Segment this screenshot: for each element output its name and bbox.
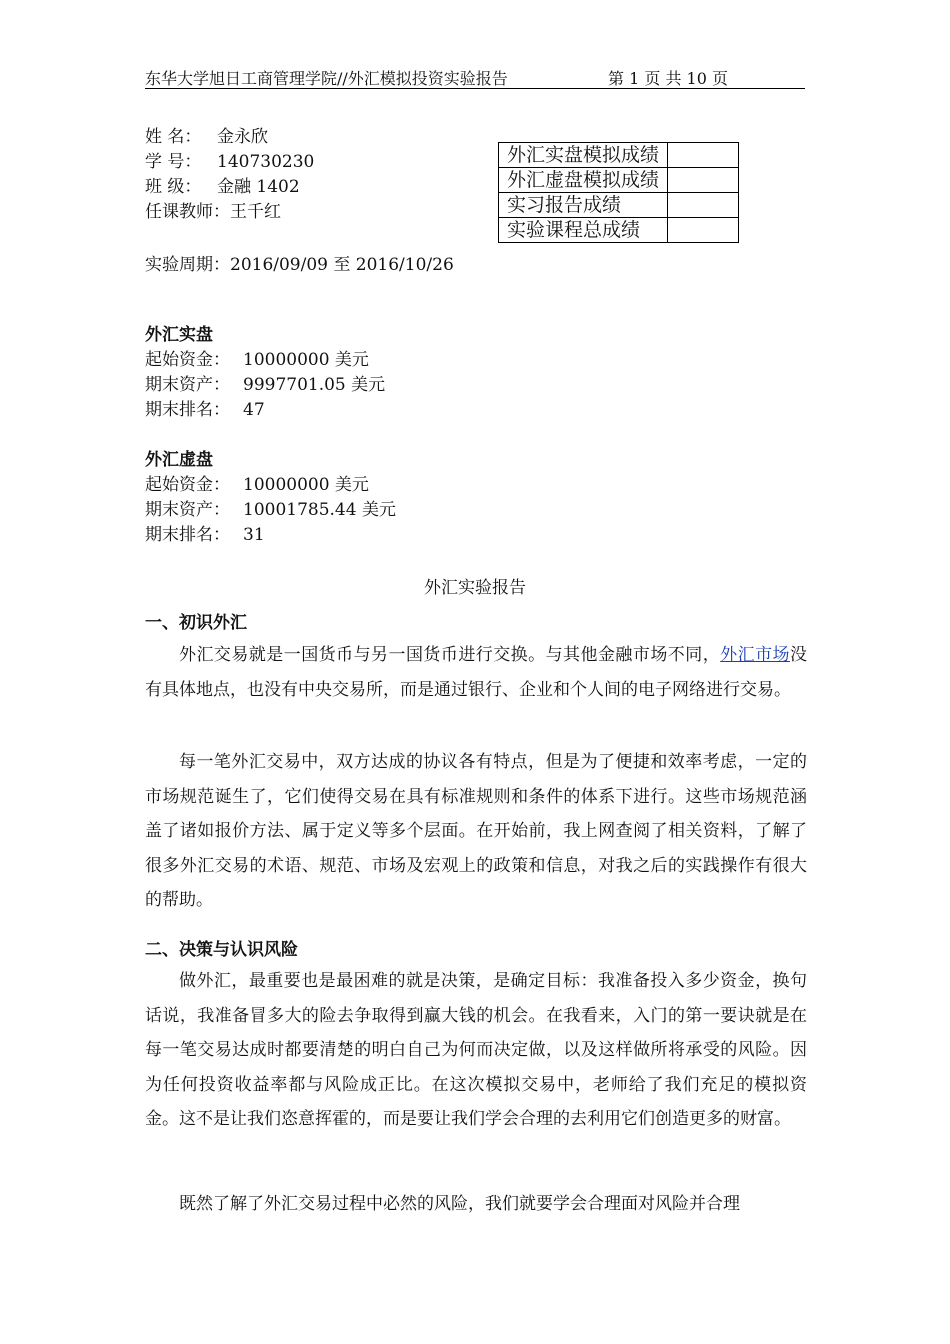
page-number: 第 1 页 共 10 页 xyxy=(608,69,728,88)
name-label: 姓 名： xyxy=(145,127,202,147)
paragraph-4: 既然了解了外汇交易过程中必然的风险，我们就要学会合理面对风险并合理 xyxy=(179,1194,740,1214)
score-cell xyxy=(668,218,739,243)
forex-market-link[interactable]: 外汇市场 xyxy=(720,645,791,665)
score-cell xyxy=(668,193,739,218)
experiment-period: 实验周期：2016/09/09 至 2016/10/26 xyxy=(145,255,454,275)
student-info xyxy=(145,125,314,225)
score-table xyxy=(498,142,739,243)
end-assets: 10001785.44 美元 xyxy=(243,500,396,520)
score-cell xyxy=(668,143,739,168)
report-title: 外汇实验报告 xyxy=(424,578,526,598)
score-cell xyxy=(668,168,739,193)
score-row-label: 外汇虚盘模拟成绩 xyxy=(499,168,668,193)
end-assets: 9997701.05 美元 xyxy=(243,375,386,395)
real-account-section xyxy=(145,323,385,423)
rank-label: 期末排名： xyxy=(145,525,230,545)
paragraph-2: 每一笔外汇交易中，双方达成的协议各有特点，但是为了便捷和效率考虑，一定的市场规范诞生了，它们使得交易在具有标准规则和条件的体系下进行。这些市场规范涵盖了诸如报价方法、属于定义等多个层面。在开始前，我上网查阅了相关资料，了解了很多外汇交易的术语、规范、市场及宏观上的政策和信息，对我之后的实践操作有很大的帮助。 xyxy=(145,752,807,910)
page-header xyxy=(145,66,805,89)
table-row xyxy=(499,168,739,193)
section-heading-1: 一、初识外汇 xyxy=(145,613,247,633)
paragraph-text: 没有具体地点，也没有中央交易所，而是通过银行、企业和个人间的电子网络进行交易。 xyxy=(145,645,808,700)
start-capital: 10000000 美元 xyxy=(243,475,369,495)
score-row-label: 实验课程总成绩 xyxy=(499,218,668,243)
virtual-account-title: 外汇虚盘 xyxy=(145,450,213,470)
table-row xyxy=(499,218,739,243)
score-row-label: 外汇实盘模拟成绩 xyxy=(499,143,668,168)
header-title: 东华大学旭日工商管理学院//外汇模拟投资实验报告 xyxy=(145,69,508,88)
start-capital: 10000000 美元 xyxy=(243,350,369,370)
paragraph-text: 外汇交易就是一国货币与另一国货币进行交换。与其他金融市场不同， xyxy=(179,645,721,665)
teacher-name: 王千红 xyxy=(230,202,281,222)
virtual-account-section xyxy=(145,448,396,548)
real-account-title: 外汇实盘 xyxy=(145,325,213,345)
paragraph-3: 做外汇，最重要也是最困难的就是决策，是确定目标：我准备投入多少资金，换句话说，我准备冒多大的险去争取得到赢大钱的机会。在我看来，入门的第一要诀就是在每一笔交易达成时都要清楚的明白自己为何而决定做，以及这样做所将承受的风险。因为任何投资收益率都与风险成正比。在这次模拟交易中，老师给了我们充足的模拟资金。这不是让我们恣意挥霍的，而是要让我们学会合理的去利用它们创造更多的财富。 xyxy=(145,971,807,1129)
start-label: 起始资金： xyxy=(145,350,230,370)
end-label: 期末资产： xyxy=(145,500,230,520)
section-heading-2: 二、决策与认识风险 xyxy=(145,940,298,960)
table-row xyxy=(499,193,739,218)
class-label: 班 级： xyxy=(145,177,202,197)
id-label: 学 号： xyxy=(145,152,202,172)
paragraph-1 xyxy=(145,638,807,707)
end-label: 期末资产： xyxy=(145,375,230,395)
teacher-label: 任课教师： xyxy=(145,202,230,222)
student-class: 金融 1402 xyxy=(217,177,300,197)
student-id: 140730230 xyxy=(217,152,315,172)
student-name: 金永欣 xyxy=(217,127,268,147)
final-rank: 47 xyxy=(243,400,265,420)
start-label: 起始资金： xyxy=(145,475,230,495)
rank-label: 期末排名： xyxy=(145,400,230,420)
final-rank: 31 xyxy=(243,525,265,545)
score-row-label: 实习报告成绩 xyxy=(499,193,668,218)
table-row xyxy=(499,143,739,168)
